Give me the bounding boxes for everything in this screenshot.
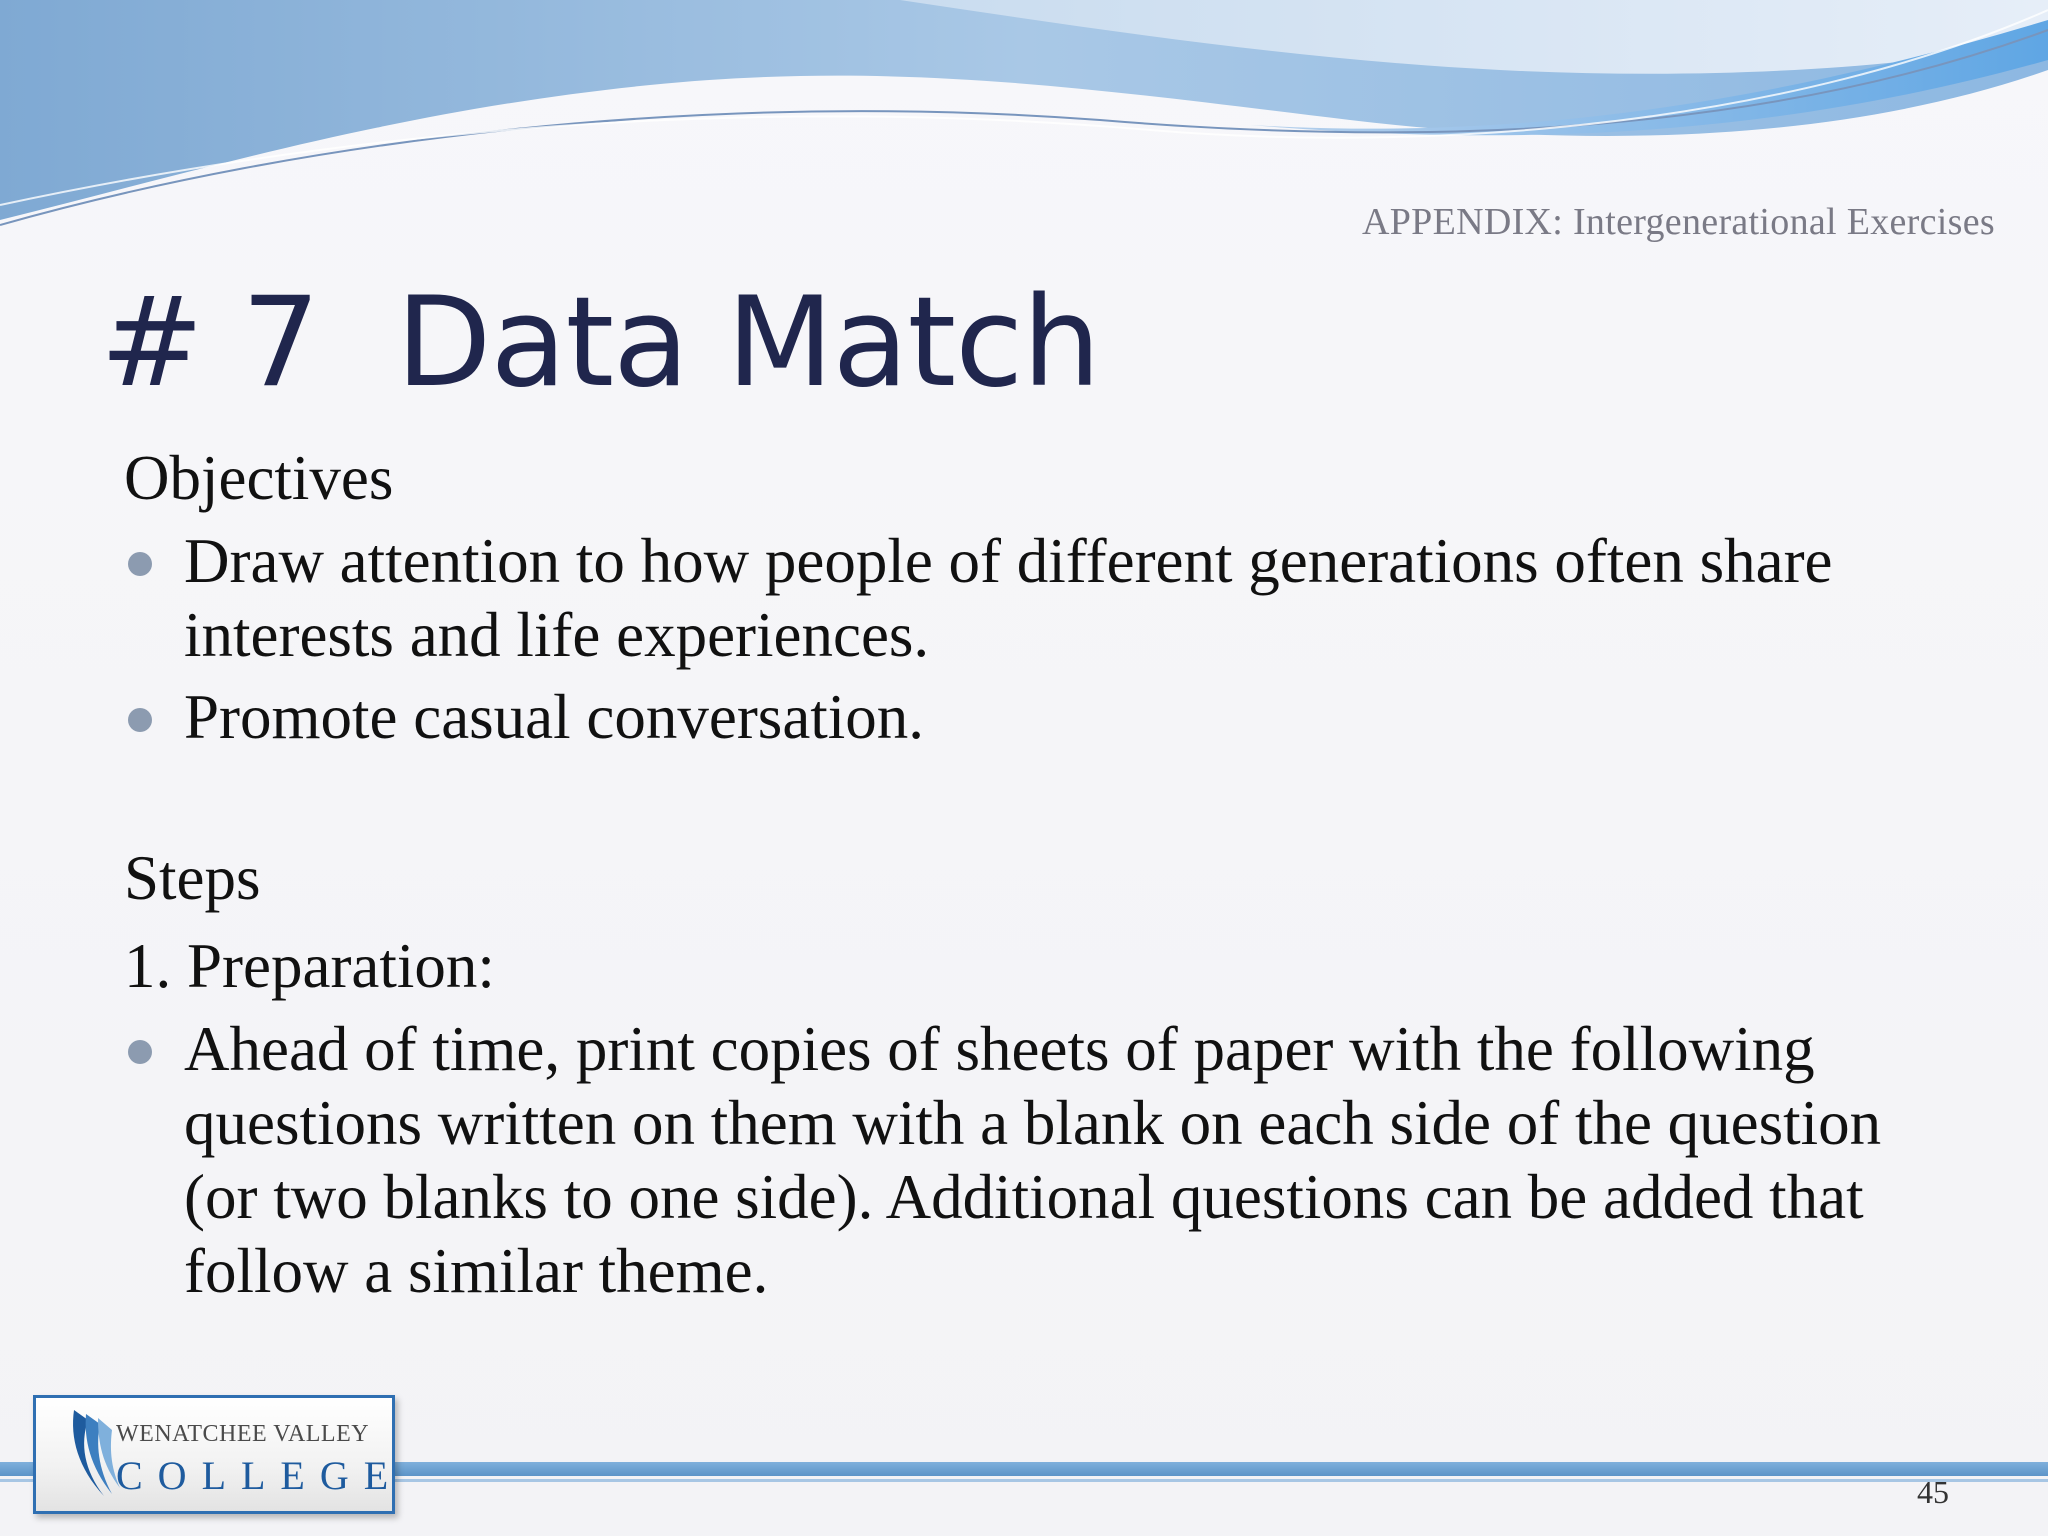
objectives-heading: Objectives (124, 443, 394, 513)
objective-item (124, 680, 1954, 754)
logo-bottom-text: COLLEGE (116, 1453, 404, 1498)
spacer (124, 754, 1954, 840)
step-1-label: 1. Preparation: (124, 931, 495, 1001)
objective-text: Draw attention to how people of different generations often share interests and life experiences. (184, 526, 1833, 670)
slide-content (124, 440, 1954, 1308)
bullet-icon (128, 708, 152, 732)
bullet-icon (128, 552, 152, 576)
slide-title: # 7 Data Match (100, 271, 1100, 415)
step-item (124, 1012, 1954, 1308)
college-logo (33, 1395, 404, 1514)
objectives-list (124, 524, 1954, 754)
objective-text: Promote casual conversation. (184, 682, 925, 752)
logo-top-text: WENATCHEE VALLEY (116, 1421, 370, 1447)
page-number: 45 (1917, 1474, 1949, 1510)
objective-item (124, 524, 1954, 672)
step-1-list (124, 1012, 1954, 1308)
appendix-label: APPENDIX: Intergenerational Exercises (1362, 201, 1995, 243)
bullet-icon (128, 1040, 152, 1064)
steps-heading: Steps (124, 843, 261, 913)
step-text: Ahead of time, print copies of sheets of paper with the following questions written on them with a blank on each side of the question (or two blanks to one side). Additional questions can be added that follow a similar theme. (184, 1014, 1882, 1306)
